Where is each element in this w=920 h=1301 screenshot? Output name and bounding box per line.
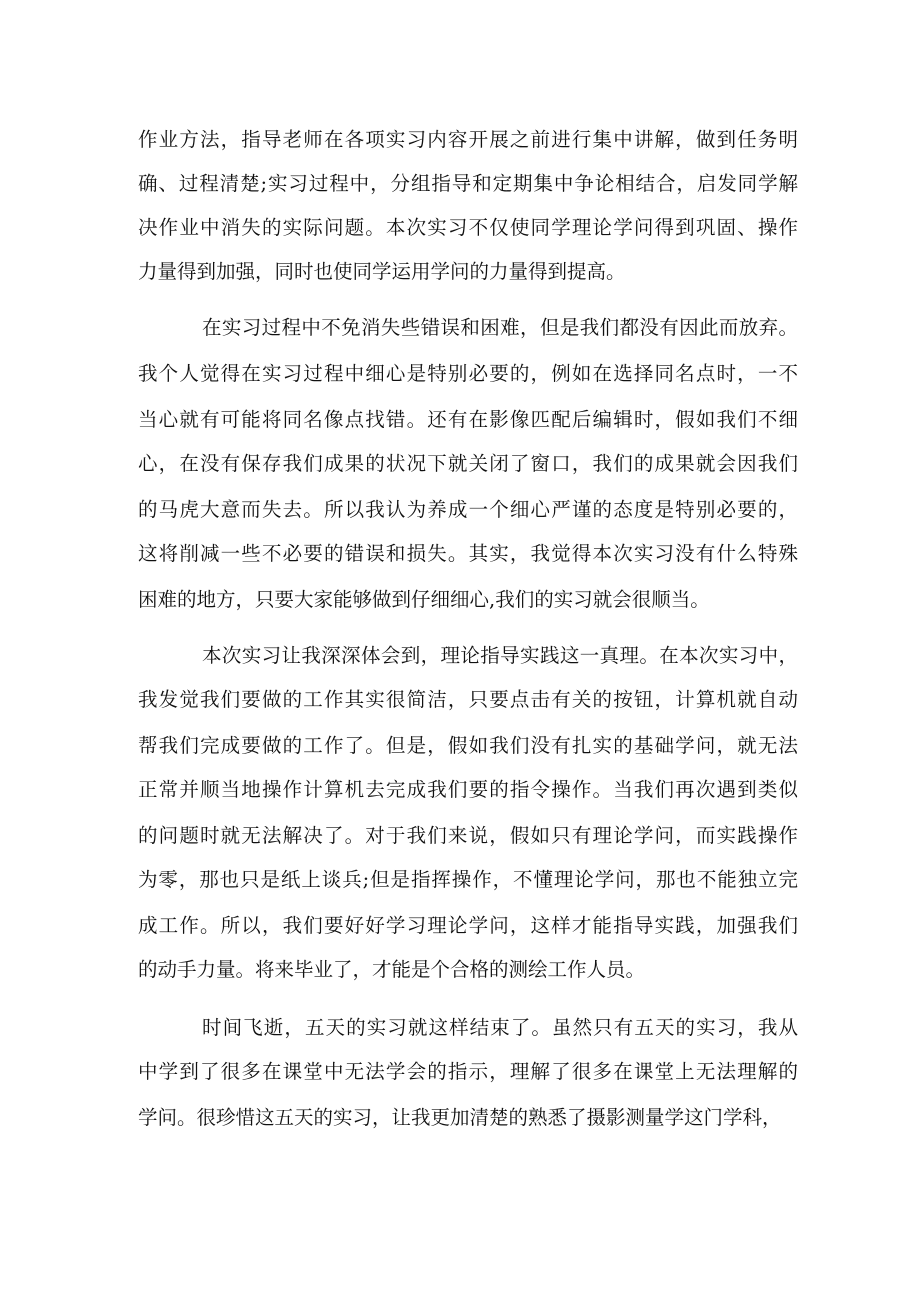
text-line: 本次实习让我深深体会到，理论指导实践这一真理。在本次实习中，: [202, 644, 798, 667]
text-line: 的马虎大意而失去。所以我认为养成一个细心严谨的态度是特别必要的，: [138, 498, 798, 521]
text-line: 我个人觉得在实习过程中细心是特别必要的，例如在选择同名点时，一不: [138, 362, 798, 385]
text-line: 帮我们完成要做的工作了。但是，假如我们没有扎实的基础学问，就无法: [138, 734, 798, 757]
text-line: 的动手力量。将来毕业了，才能是个合格的测绘工作人员。: [138, 958, 646, 981]
text-line: 决作业中消失的实际问题。本次实习不仅使同学理论学问得到巩固、操作: [138, 216, 798, 239]
text-line: 学问。很珍惜这五天的实习，让我更加清楚的熟悉了摄影测量学这门学科，: [138, 1106, 782, 1129]
text-line: 力量得到加强，同时也使同学运用学问的力量得到提高。: [138, 260, 626, 283]
text-line: 困难的地方，只要大家能够做到仔细细心,我们的实习就会很顺当。: [138, 588, 710, 611]
text-line: 作业方法，指导老师在各项实习内容开展之前进行集中讲解，做到任务明: [138, 128, 798, 151]
text-line: 心，在没有保存我们成果的状况下就关闭了窗口，我们的成果就会因我们: [138, 452, 798, 475]
text-line: 的问题时就无法解决了。对于我们来说，假如只有理论学问，而实践操作: [138, 824, 798, 847]
text-line: 在实习过程中不免消失些错误和困难，但是我们都没有因此而放弃。: [202, 316, 798, 339]
text-line: 时间飞逝，五天的实习就这样结束了。虽然只有五天的实习，我从: [202, 1016, 798, 1039]
text-line: 我发觉我们要做的工作其实很简洁，只要点击有关的按钮，计算机就自动: [138, 688, 798, 711]
text-line: 当心就有可能将同名像点找错。还有在影像匹配后编辑时，假如我们不细: [138, 408, 798, 431]
text-line: 成工作。所以，我们要好好学习理论学问，这样才能指导实践，加强我们: [138, 914, 798, 937]
text-line: 中学到了很多在课堂中无法学会的指示，理解了很多在课堂上无法理解的: [138, 1060, 798, 1083]
text-line: 为零，那也只是纸上谈兵;但是指挥操作，不懂理论学问，那也不能独立完: [138, 868, 798, 891]
text-line: 这将削减一些不必要的错误和损失。其实，我觉得本次实习没有什么特殊: [138, 542, 798, 565]
text-line: 确、过程清楚;实习过程中，分组指导和定期集中争论相结合，启发同学解: [138, 172, 798, 195]
text-line: 正常并顺当地操作计算机去完成我们要的指令操作。当我们再次遇到类似: [138, 778, 798, 801]
